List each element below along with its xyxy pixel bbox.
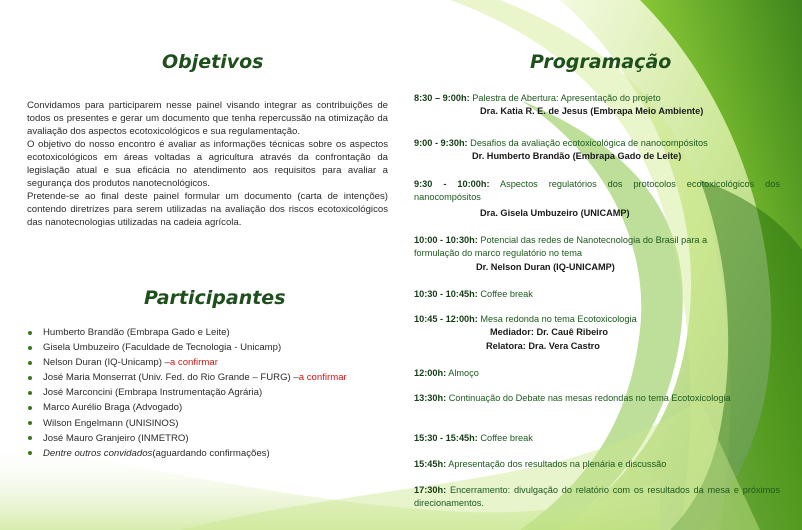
- schedule-time: 12:00h:: [414, 368, 447, 378]
- participant-name: Nelson Duran (IQ-Unicamp) –: [43, 357, 170, 369]
- schedule-time: 9:00 - 9:30h:: [414, 138, 468, 148]
- bullet-icon: [28, 451, 32, 455]
- participant-name: José Marconcini (Embrapa Instrumentação Agrária): [43, 387, 263, 399]
- bullet-icon: [28, 331, 32, 335]
- bullet-icon: [28, 361, 32, 365]
- schedule-time: 10:45 - 12:00h:: [414, 314, 478, 324]
- schedule-time: 9:30 - 10:00h:: [414, 179, 490, 189]
- confirmation-status: a confirmar: [169, 357, 218, 369]
- list-item: [27, 355, 347, 370]
- schedule-time: 10:00 - 10:30h:: [414, 235, 478, 245]
- objetivos-heading: Objetivos: [162, 51, 264, 73]
- schedule-time: 8:30 – 9:00h:: [414, 93, 470, 103]
- schedule-description: Desafios da avaliação ecotoxicológica de nanocompósitos: [467, 138, 708, 148]
- participant-name: Gisela Umbuzeiro (Faculdade de Tecnologia - Unicamp): [43, 342, 282, 354]
- participant-name: Humberto Brandão (Embrapa Gado e Leite): [43, 327, 230, 338]
- schedule-time: 10:30 - 10:45h:: [414, 289, 478, 299]
- bullet-icon: [28, 406, 32, 410]
- participant-name: José Maria Monserrat (Univ. Fed. do Rio Grande – FURG) –: [43, 372, 299, 384]
- awaiting-confirmation: (aguardando confirmações): [152, 447, 270, 459]
- schedule-item: [414, 92, 780, 119]
- list-item: [27, 431, 347, 446]
- list-item: [27, 446, 347, 461]
- schedule-item: [414, 484, 780, 511]
- schedule-item: [414, 432, 780, 445]
- schedule-description: Palestra de Abertura: Apresentação do projeto: [469, 93, 661, 103]
- participant-name: Wilson Engelmann (UNISINOS): [43, 417, 179, 429]
- schedule-description: Apresentação dos resultados na plenária e discussão: [446, 459, 667, 469]
- bullet-icon: [28, 376, 32, 380]
- participantes-heading: Participantes: [144, 287, 286, 309]
- schedule-item: [414, 313, 780, 353]
- schedule-item: [414, 288, 780, 301]
- participant-name: Marco Aurélio Braga (Advogado): [43, 402, 183, 414]
- schedule-description: Coffee break: [477, 289, 533, 299]
- schedule-description: Potencial das redes de Nanotecnologia do Brasil para a formulação do marco regulatório no tema: [414, 235, 708, 259]
- list-item: [27, 385, 347, 400]
- schedule-time: 17:30h:: [414, 485, 447, 495]
- schedule-description: Coffee break: [477, 433, 533, 443]
- bullet-icon: [28, 421, 32, 425]
- schedule-item: [414, 458, 780, 471]
- list-item: [27, 325, 347, 340]
- schedule-time: 15:45h:: [414, 459, 447, 469]
- schedule-time: 15:30 - 15:45h:: [414, 433, 478, 443]
- schedule-description: Encerramento: divulgação do relatório com os resultados da mesa e próximos direcionamentos.: [414, 485, 780, 509]
- list-item: [27, 400, 347, 415]
- participants-list: [27, 325, 347, 461]
- schedule-item: [414, 392, 780, 405]
- confirmation-status: a confirmar: [298, 372, 347, 384]
- bullet-icon: [28, 391, 32, 395]
- bullet-icon: [28, 346, 32, 350]
- schedule-speaker: Dra. Katia R. E. de Jesus (Embrapa Meio Ambiente): [480, 106, 704, 117]
- objetivos-paragraph: Convidamos para participarem nesse painel visando integrar as contribuições de todos os presentes e gerar um documento que tenha repercussão na otimização da avaliação dos aspectos ecotoxicológicos e sua regulamentação.: [27, 100, 388, 137]
- schedule-item: [414, 137, 780, 164]
- schedule-rapporteur: Relatora: Dra. Vera Castro: [486, 340, 600, 351]
- bullet-icon: [28, 436, 32, 440]
- list-item: [27, 416, 347, 431]
- objetivos-paragraph: O objetivo do nosso encontro é avaliar as informações técnicas sobre os aspectos ecotoxicológicos em áreas voltadas a agricultura através da confrontação da legislação atual e sua eficácia no atendimento aos requisitos para avaliar a segurança dos produtos nanotecnológicos.: [27, 138, 388, 189]
- objetivos-text: [27, 100, 388, 230]
- other-guests: Dentre outros convidados: [43, 447, 153, 459]
- list-item: [27, 370, 347, 385]
- schedule-description: Continuação do Debate nas mesas redondas no tema Ecotoxicologia: [446, 393, 731, 403]
- schedule-item: [414, 178, 780, 220]
- schedule-description: Aspectos regulatórios dos protocolos ecotoxicológicos dos nanocompósitos: [414, 179, 780, 203]
- schedule-speaker: Dr. Humberto Brandão (Embrapa Gado de Leite): [472, 151, 682, 162]
- schedule-speaker: Dr. Nelson Duran (IQ-UNICAMP): [476, 261, 615, 272]
- schedule-item: [414, 367, 780, 380]
- schedule-description: Mesa redonda no tema Ecotoxicologia: [477, 314, 637, 324]
- objetivos-paragraph: Pretende-se ao final deste painel formular um documento (carta de intenções) contendo diretrizes para serem utilizadas na avaliação dos riscos ecotoxicológicos das nanotecnologias utilizadas na cadeia agrícola.: [27, 190, 388, 228]
- programacao-heading: Programação: [530, 51, 672, 73]
- schedule-item: [414, 234, 780, 274]
- schedule-time: 13:30h:: [414, 393, 447, 403]
- list-item: [27, 340, 347, 355]
- schedule-moderator: Mediador: Dr. Cauê Ribeiro: [490, 327, 608, 338]
- participant-name: José Mauro Granjeiro (INMETRO): [43, 432, 189, 444]
- schedule-description: Almoço: [446, 368, 479, 378]
- schedule-speaker: Dra. Gisela Umbuzeiro (UNICAMP): [480, 207, 630, 218]
